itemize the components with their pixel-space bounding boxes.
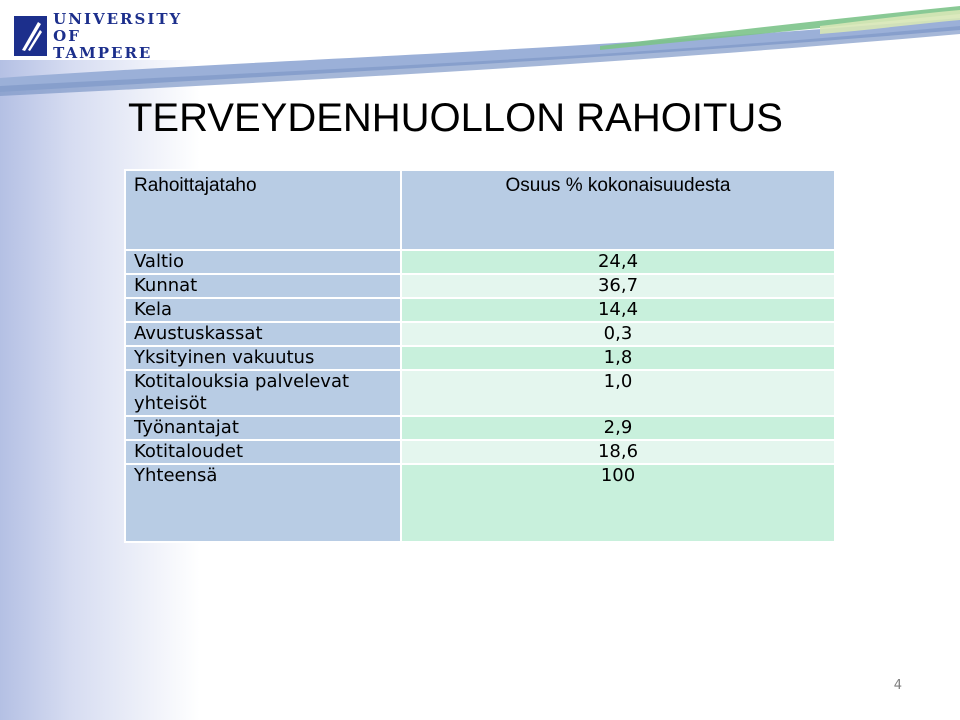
funder-name-cell: Avustuskassat <box>125 322 401 346</box>
funder-name-cell: Kela <box>125 298 401 322</box>
share-value-cell: 24,4 <box>401 250 835 274</box>
funder-name-cell: Yksityinen vakuutus <box>125 346 401 370</box>
table-row <box>125 250 835 274</box>
table-row <box>125 440 835 464</box>
share-value-cell: 0,3 <box>401 322 835 346</box>
share-value-cell: 1,0 <box>401 370 835 416</box>
header-band <box>0 0 960 100</box>
share-value-cell: 14,4 <box>401 298 835 322</box>
funding-table <box>124 169 836 543</box>
slide-title: TERVEYDENHUOLLON RAHOITUS <box>128 96 783 140</box>
funder-name-cell: Yhteensä <box>125 464 401 542</box>
table-row <box>125 322 835 346</box>
table-header-row <box>125 170 835 250</box>
funder-name-cell: Valtio <box>125 250 401 274</box>
table-row <box>125 370 835 416</box>
funder-name-cell: Työnantajat <box>125 416 401 440</box>
share-value-cell: 36,7 <box>401 274 835 298</box>
university-emblem-icon <box>14 16 47 56</box>
table-row <box>125 464 835 542</box>
table-row <box>125 298 835 322</box>
logo-text-line1: UNIVERSITY <box>53 9 183 28</box>
funder-name-cell: Kunnat <box>125 274 401 298</box>
university-logo <box>14 9 184 62</box>
funder-name-cell: Kotitaloudet <box>125 440 401 464</box>
share-value-cell: 2,9 <box>401 416 835 440</box>
logo-text-line2: OF TAMPERE <box>53 26 153 62</box>
table-row <box>125 274 835 298</box>
share-value-cell: 1,8 <box>401 346 835 370</box>
share-value-cell: 100 <box>401 464 835 542</box>
page-number: 4 <box>893 678 902 693</box>
table-row <box>125 346 835 370</box>
funder-name-cell: Kotitalouksia palvelevat yhteisöt <box>125 370 401 416</box>
column-header-share: Osuus % kokonaisuudesta <box>401 170 835 250</box>
table-row <box>125 416 835 440</box>
column-header-funder: Rahoittajataho <box>125 170 401 250</box>
share-value-cell: 18,6 <box>401 440 835 464</box>
